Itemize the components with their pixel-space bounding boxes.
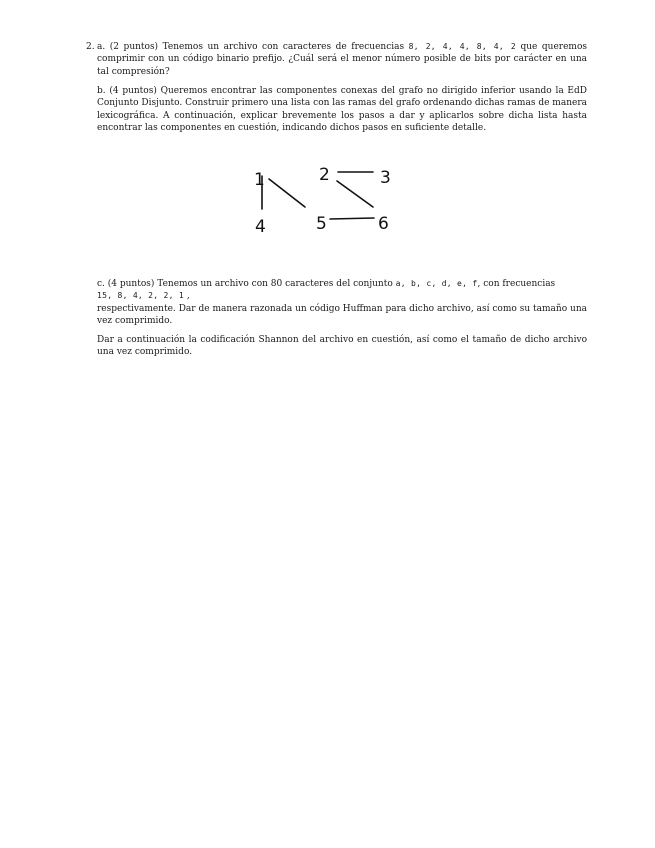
- part-b-text: Queremos encontrar las componentes conexas del grafo no dirigido inferior usando la EdD Conjunto Disjunto. Construir primero una lista con las ramas del grafo ordenando dichas ramas de manera lexicográfica. A continuación, explicar brevemente los pasos a dar y aplicarlos sobre dicha lista hasta encontrar las componentes en cuestión, indicando dichos pasos en suficiente detalle.: [97, 86, 587, 133]
- part-c-charset: a, b, c, d, e, f: [395, 279, 478, 288]
- part-b-label: b.: [97, 86, 106, 96]
- part-c-text-mid: , con frecuencias: [477, 279, 556, 289]
- part-c-text-after: respectivamente. Dar de manera razonada un código Huffman para dicho archivo, así como su tamaño una vez comprimido.: [97, 303, 587, 326]
- node-4: 4: [255, 217, 266, 237]
- part-a-label: a.: [97, 42, 106, 52]
- part-c-frequencies: 15, 8, 4, 2, 2, 1: [97, 291, 184, 301]
- part-a-points: (2 puntos): [109, 42, 159, 52]
- node-3: 3: [380, 168, 391, 188]
- part-a-text-after: que queremos comprimir con un código binario prefijo. ¿Cuál será el menor número posible de bits por carácter en una tal compresión?: [97, 42, 587, 77]
- node-1: 1: [254, 170, 265, 190]
- part-c-points: (4 puntos): [107, 279, 155, 289]
- node-5: 5: [316, 214, 327, 234]
- part-c-label: c.: [97, 279, 105, 289]
- part-c-text-before: Tenemos un archivo con 80 caracteres del conjunto: [157, 279, 393, 289]
- edge-5-6: [330, 218, 374, 219]
- graph-diagram: [245, 159, 405, 239]
- part-a-frequencies: 8, 2, 4, 4, 8, 4, 2: [408, 42, 516, 51]
- part-b-paragraph: [97, 85, 587, 134]
- node-2: 2: [319, 165, 330, 185]
- question-number: 2.: [86, 42, 95, 52]
- part-a-text-before: Tenemos un archivo con caracteres de frecuencias: [162, 42, 405, 52]
- edge-2-6: [337, 181, 373, 207]
- part-b-points: (4 puntos): [109, 86, 157, 96]
- node-6: 6: [378, 214, 389, 234]
- part-a-paragraph: [97, 41, 587, 78]
- part-c-shannon-paragraph: [97, 334, 587, 359]
- part-c-shannon-text: Dar a continuación la codificación Shannon del archivo en cuestión, así como el tamaño de dicho archivo una vez comprimido.: [97, 335, 587, 358]
- part-c-paragraph: c. (4 puntos) Tenemos un archivo con 80 caracteres del conjunto a, b, c, d, e, f, con frecuencias 15, 8, 4, 2, 2, 1 , respectivamente. Dar de manera razonada un código Huffman para dicho archivo, así como su tamaño una vez comprimido.: [97, 279, 587, 326]
- edge-1-5: [269, 179, 305, 207]
